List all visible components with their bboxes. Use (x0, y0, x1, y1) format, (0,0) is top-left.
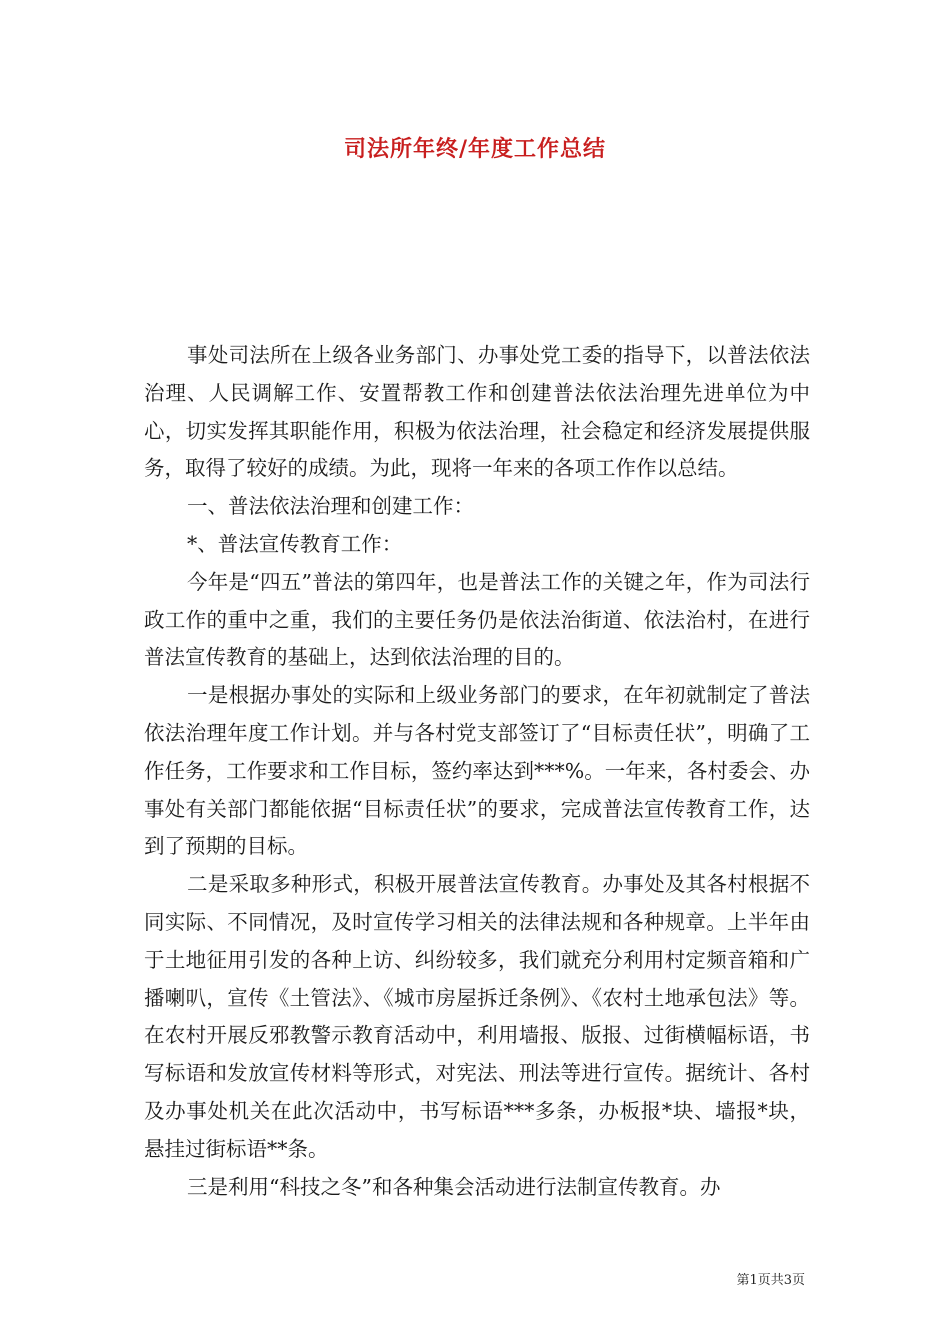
paragraph-point-1: 一是根据办事处的实际和上级业务部门的要求，在年初就制定了普法依法治理年度工作计划。并与各村党支部签订了“目标责任状”，明确了工作任务，工作要求和工作目标，签约率达到***%。一年来，各村委会、办事处有关部门都能依据“目标责任状”的要求，完成普法宣传教育工作，达到了预期的目标。 (144, 683, 810, 859)
paragraph-overview: 今年是“四五”普法的第四年，也是普法工作的关键之年，作为司法行政工作的重中之重，我们的主要任务仍是依法治街道、依法治村，在进行普法宣传教育的基础上，达到依法治理的目的。 (144, 569, 810, 670)
paragraph-point-3: 三是利用“科技之冬”和各种集会活动进行法制宣传教育。办 (187, 1174, 721, 1199)
subsection-heading-1: *、普法宣传教育工作： (187, 531, 403, 556)
document-title: 司法所年终/年度工作总结 (343, 136, 607, 162)
section-heading-1: 一、普法依法治理和创建工作： (187, 494, 475, 519)
page-number: 第1页共3页 (736, 1273, 805, 1288)
paragraph-point-2: 二是采取多种形式，积极开展普法宣传教育。办事处及其各村根据不同实际、不同情况，及时宣传学习相关的法律法规和各种规章。上半年由于土地征用引发的各种上访、纠纷较多，我们就充分利用村定频音箱和广播喇叭，宣传《土管法》、《城市房屋拆迁条例》、《农村土地承包法》等。在农村开展反邪教警示教育活动中，利用墙报、版报、过街横幅标语，书写标语和发放宣传材料等形式，对宪法、刑法等进行宣传。据统计、各村及办事处机关在此次活动中，书写标语***多条，办板报*块、墙报*块，悬挂过街标语**条。 (144, 872, 810, 1161)
paragraph-intro: 事处司法所在上级各业务部门、办事处党工委的指导下，以普法依法治理、人民调解工作、安置帮教工作和创建普法依法治理先进单位为中心，切实发挥其职能作用，积极为依法治理，社会稳定和经济发展提供服务，取得了较好的成绩。为此，现将一年来的各项工作作以总结。 (144, 343, 810, 481)
document-body (144, 337, 810, 1206)
